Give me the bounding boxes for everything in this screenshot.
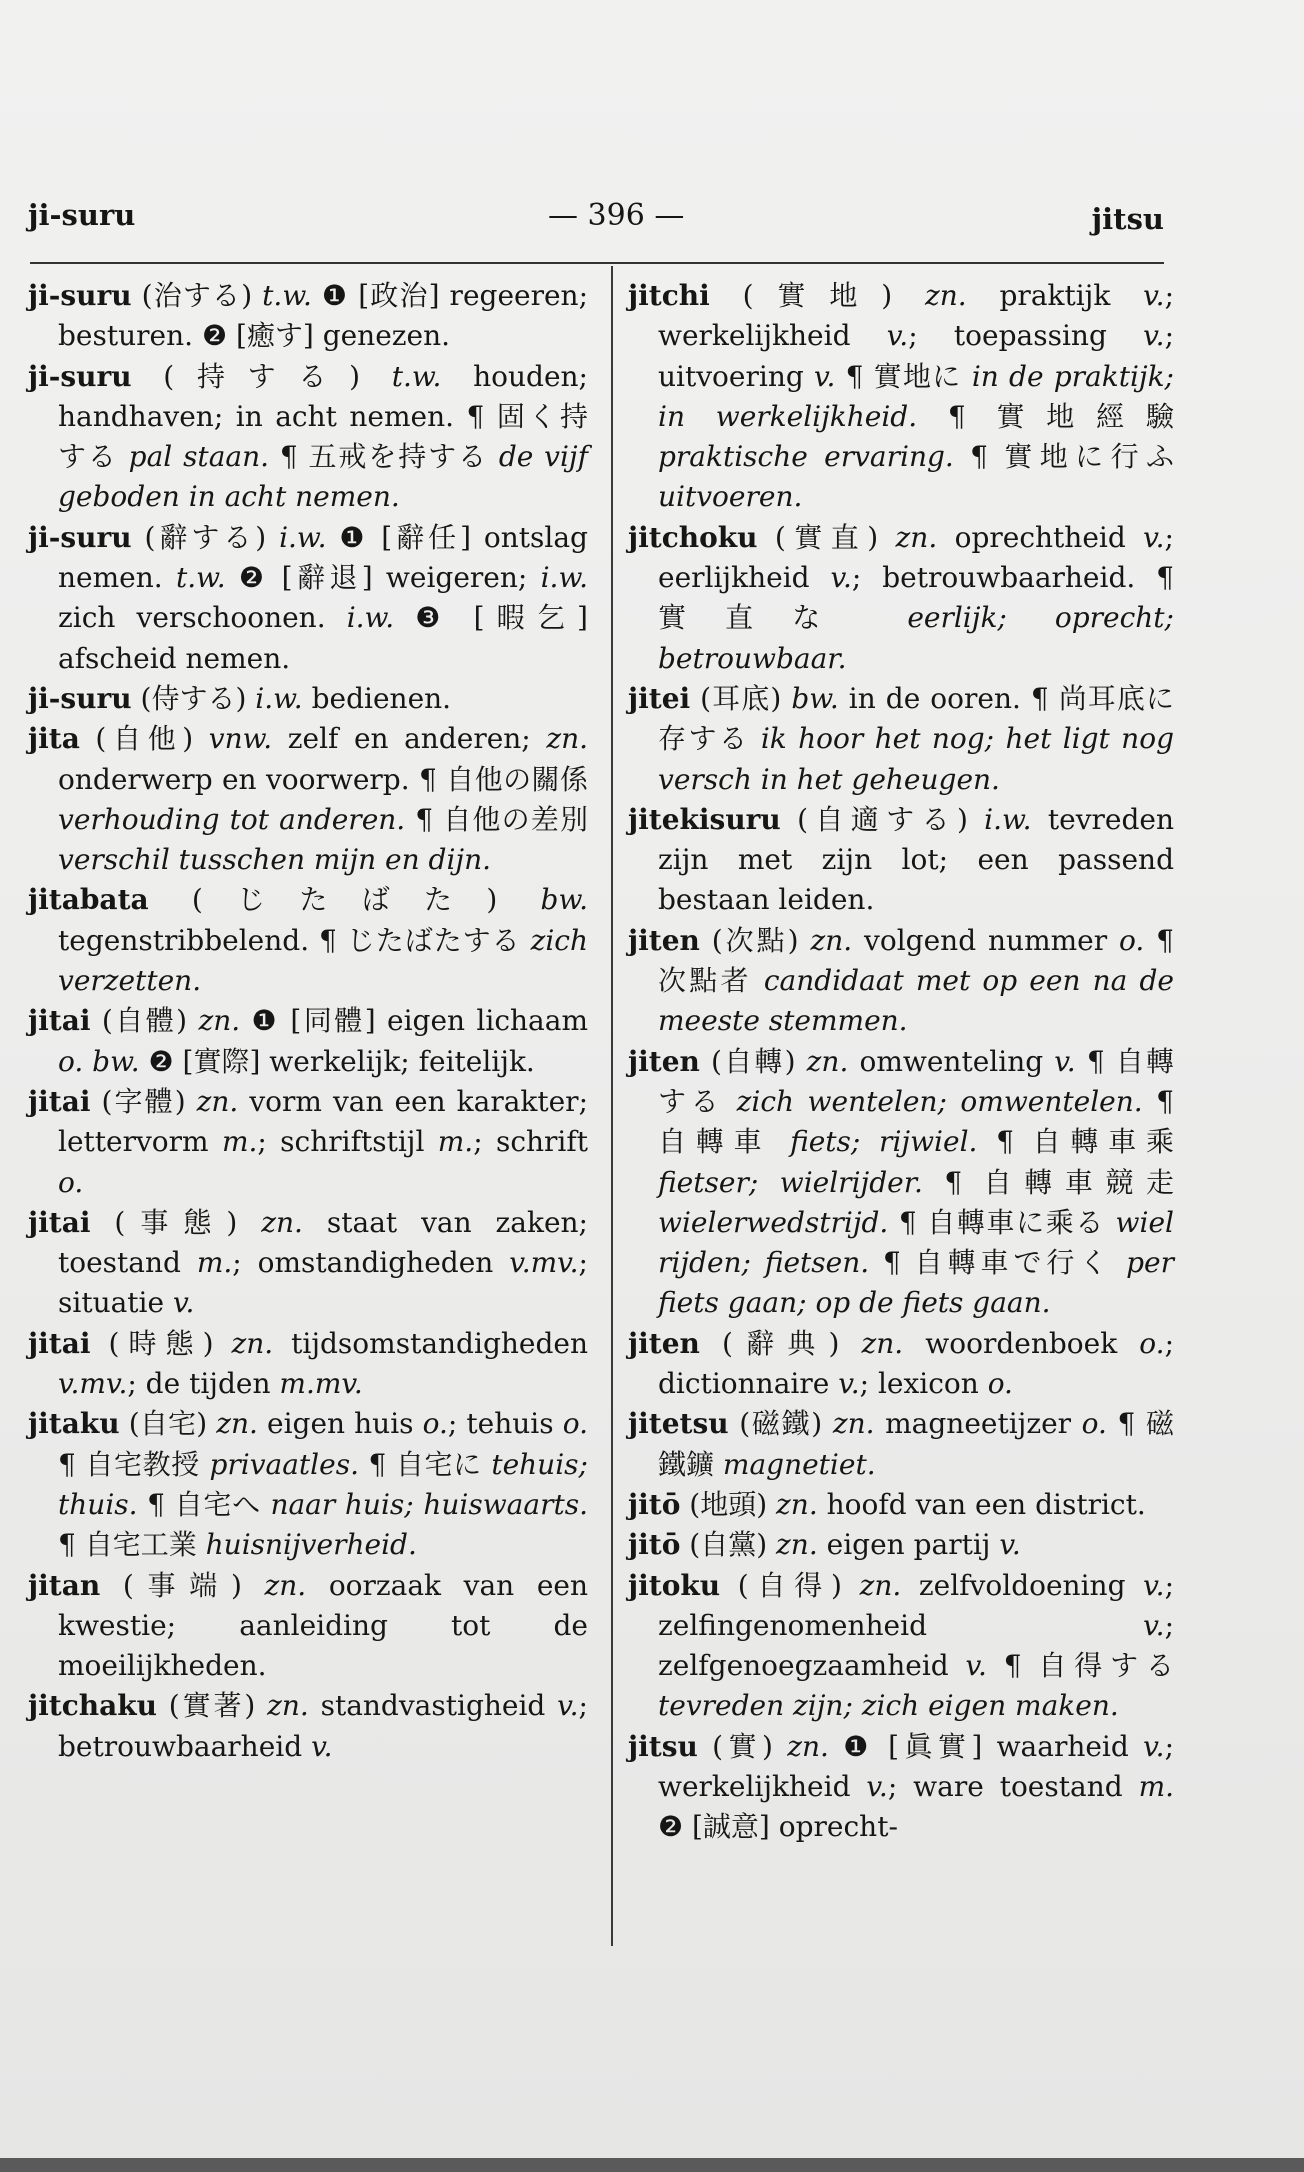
- italic-text: tehuis; thuis.: [58, 1447, 588, 1521]
- entry-text: ; schrift: [473, 1125, 589, 1159]
- italic-text: o.: [562, 1407, 588, 1441]
- entry-text: (自體): [90, 1004, 199, 1038]
- headword: jitei: [628, 681, 691, 715]
- italic-text: m.: [1138, 1769, 1175, 1803]
- entry-text: ¶ 實地經驗: [917, 399, 1174, 433]
- headword: jiten: [628, 1044, 700, 1078]
- entry-text: volgend nummer: [852, 923, 1120, 957]
- headword: jiten: [628, 1326, 700, 1360]
- entry-text: ; dictionnaire: [658, 1326, 1174, 1401]
- scan-edge: [0, 2158, 1304, 2172]
- headword: jitchoku: [628, 520, 758, 554]
- entry-text: (辭典): [699, 1326, 862, 1360]
- italic-text: v.: [311, 1729, 333, 1763]
- italic-text: zn.: [895, 520, 938, 554]
- italic-text: o.: [1139, 1326, 1165, 1360]
- entry-text: (自黨): [680, 1528, 777, 1562]
- entry-text: ❶ [眞實] waarheid: [828, 1729, 1144, 1763]
- entry-text: ¶ 自宅工業: [58, 1528, 206, 1562]
- entry-text: ; betrouwbaarheid. ¶ 實直な: [658, 561, 1174, 635]
- italic-text: o.: [58, 1165, 84, 1199]
- dictionary-entry: [628, 1042, 1174, 1324]
- italic-text: zn.: [198, 1004, 241, 1038]
- headword: jitō: [628, 1528, 681, 1562]
- italic-text: zn.: [231, 1326, 274, 1360]
- entry-text: ; omstandigheden: [232, 1246, 510, 1280]
- entry-text: ; tehuis: [447, 1407, 563, 1441]
- dictionary-entry: [28, 276, 588, 357]
- italic-text: zn.: [267, 1689, 309, 1723]
- entry-text: ; betrouwbaarheid: [58, 1689, 588, 1763]
- italic-text: zn.: [216, 1407, 258, 1441]
- italic-text: fiets; rijwiel.: [790, 1125, 978, 1159]
- italic-text: zn.: [806, 1044, 849, 1078]
- headword: jitai: [28, 1326, 91, 1360]
- italic-text: v.: [1143, 319, 1165, 353]
- italic-text: v.: [866, 1769, 888, 1803]
- italic-text: wiel rijden; fietsen.: [658, 1205, 1174, 1280]
- dictionary-entry: [28, 719, 588, 880]
- entry-text: (事態): [90, 1205, 262, 1239]
- headword: jitchi: [628, 279, 710, 312]
- entry-text: (磁鐵): [728, 1407, 833, 1441]
- italic-text: zn.: [810, 923, 853, 957]
- entry-text: ❶ [辭任] ontslag nemen.: [58, 520, 588, 595]
- italic-text: v.: [1143, 1729, 1165, 1763]
- italic-text: zn.: [546, 722, 588, 756]
- entry-text: (自他): [79, 722, 209, 756]
- header-rule: [30, 262, 1164, 264]
- italic-text: i.w.: [255, 681, 303, 715]
- italic-text: v.: [557, 1689, 579, 1723]
- italic-text: zn.: [776, 1487, 818, 1521]
- italic-text: v.: [1143, 1608, 1165, 1642]
- italic-text: per fiets gaan; op de fiets gaan.: [658, 1246, 1174, 1320]
- entry-text: ; schriftstijl: [257, 1125, 438, 1159]
- entry-text: omwenteling: [848, 1044, 1055, 1078]
- headword: jitabata: [28, 883, 149, 917]
- entry-text: ; werkelijkheid: [658, 1729, 1174, 1803]
- entry-text: (じたばた): [148, 883, 541, 917]
- entry-text: (實直): [757, 520, 896, 554]
- italic-text: candidaat met op een na de meeste stemmen.: [658, 964, 1174, 1038]
- entry-text: ; uitvoering: [658, 319, 1174, 393]
- entry-text: (自轉): [699, 1044, 807, 1078]
- headword: jitan: [28, 1568, 101, 1602]
- italic-text: v.: [1143, 279, 1165, 312]
- entry-text: (實著): [157, 1689, 268, 1723]
- italic-text: uitvoeren.: [658, 480, 803, 514]
- italic-text: verschil tusschen mijn en dijn.: [58, 843, 492, 877]
- headword: ji-suru: [28, 279, 132, 312]
- entry-text: eigen partij: [817, 1528, 1000, 1562]
- headword: jitsu: [628, 1729, 698, 1763]
- entry-text: ; toepassing: [908, 319, 1144, 353]
- italic-text: zn.: [925, 279, 967, 312]
- entry-text: ; eerlijkheid: [658, 520, 1174, 595]
- italic-text: in de praktijk; in werkelijkheid.: [658, 359, 1174, 433]
- entry-text: houden; handhaven; in acht nemen. ¶ 固く持する: [58, 359, 588, 474]
- entry-text: zelfvoldoening: [901, 1568, 1144, 1602]
- entry-text: (持する): [131, 359, 392, 393]
- entry-text: (侍する): [131, 681, 256, 715]
- entry-text: ❷ [誠意] oprecht-: [658, 1810, 898, 1844]
- italic-text: ik hoor het nog; het ligt nog versch in het geheugen.: [658, 722, 1174, 796]
- entry-text: ¶ 自宅教授: [58, 1447, 210, 1481]
- italic-text: zn.: [787, 1729, 829, 1763]
- dictionary-entry: [628, 679, 1174, 800]
- entry-text: ❸ [暇乞] afscheid nemen.: [58, 601, 588, 675]
- entry-text: (實): [697, 1729, 788, 1763]
- dictionary-entry: [28, 1203, 588, 1324]
- dictionary-entry: [28, 1566, 588, 1687]
- entry-text: ❷ [實際] werkelijk; feitelijk.: [139, 1044, 535, 1078]
- dictionary-entry: [628, 1525, 1174, 1565]
- headword: jitai: [28, 1004, 91, 1038]
- italic-text: fietser; wielrijder.: [658, 1165, 923, 1199]
- headword: jiten: [628, 923, 700, 957]
- entry-text: bedienen.: [302, 681, 452, 715]
- italic-text: v.: [830, 561, 852, 595]
- italic-text: v.mv.: [509, 1246, 579, 1280]
- entry-text: ¶ 自宅へ: [137, 1487, 271, 1521]
- column-divider: [611, 266, 613, 1946]
- entry-text: ¶ 磁鐵鑛: [658, 1407, 1174, 1481]
- entry-text: magneetijzer: [874, 1407, 1082, 1441]
- headword: jitō: [628, 1487, 681, 1521]
- italic-text: v.: [1054, 1044, 1076, 1078]
- italic-text: v.: [1143, 1568, 1165, 1602]
- dictionary-entry: [628, 518, 1174, 679]
- dictionary-entry: [28, 1324, 588, 1405]
- italic-text: v.: [886, 319, 909, 353]
- entry-text: ¶ 自轉する: [658, 1044, 1175, 1118]
- dictionary-entry: [28, 1082, 588, 1203]
- italic-text: v.: [1143, 520, 1165, 554]
- entry-text: tevreden zijn met zijn lot; een passend bestaan leiden.: [658, 802, 1174, 917]
- italic-text: vnw.: [208, 722, 273, 756]
- italic-text: o.: [1081, 1407, 1107, 1441]
- entry-text: (辭する): [131, 520, 280, 554]
- headword: jita: [28, 722, 80, 756]
- italic-text: m.mv.: [279, 1367, 363, 1401]
- entry-text: ¶ 自轉車競走: [922, 1165, 1174, 1199]
- italic-text: zn.: [261, 1205, 303, 1239]
- italic-text: bw.: [791, 681, 839, 715]
- header-right-guideword: jitsu: [1091, 202, 1164, 236]
- italic-text: i.w.: [279, 520, 327, 554]
- page-header: [28, 198, 1164, 238]
- headword: jitekisuru: [628, 802, 781, 836]
- italic-text: huisnijverheid.: [205, 1528, 417, 1562]
- entry-text: ¶ 自得する: [986, 1649, 1175, 1683]
- entry-text: ¶ 實地に: [835, 359, 972, 393]
- italic-text: de vijf geboden in acht nemen.: [58, 440, 588, 514]
- dictionary-entry: [628, 1485, 1174, 1525]
- dictionary-entry: [628, 921, 1174, 1042]
- entry-text: (實地): [709, 279, 925, 312]
- italic-text: i.w.: [540, 561, 588, 595]
- italic-text: tevreden zijn; zich eigen maken.: [658, 1689, 1119, 1723]
- italic-text: o.: [422, 1407, 448, 1441]
- italic-text: zn.: [264, 1568, 307, 1602]
- entry-text: praktijk: [966, 279, 1144, 312]
- italic-text: o. bw.: [58, 1044, 140, 1078]
- italic-text: magnetiet.: [722, 1447, 876, 1481]
- headword: jitoku: [628, 1568, 721, 1602]
- italic-text: i.w.: [346, 601, 395, 635]
- entry-text: in de ooren. ¶ 尚耳底に存する: [658, 681, 1174, 756]
- entry-text: ; werkelijkheid: [658, 279, 1174, 353]
- italic-text: naar huis; huiswaarts.: [270, 1487, 588, 1521]
- italic-text: t.w.: [391, 359, 442, 393]
- italic-text: zn.: [832, 1407, 875, 1441]
- entry-text: eigen huis: [257, 1407, 423, 1441]
- headword: jitai: [28, 1205, 91, 1239]
- dictionary-entry: [28, 880, 588, 1001]
- dictionary-entry: [628, 800, 1174, 921]
- dictionary-entry: [628, 276, 1174, 518]
- dictionary-entry: [28, 518, 588, 679]
- entry-text: oorzaak van een kwestie; aanleiding tot de moeilijkheden.: [58, 1568, 588, 1683]
- italic-text: zn.: [776, 1528, 818, 1562]
- italic-text: eerlijk; oprecht; betrouwbaar.: [658, 601, 1174, 675]
- italic-text: pal staan.: [128, 440, 270, 474]
- dictionary-entry: [28, 357, 588, 518]
- headword: jitaku: [28, 1407, 120, 1441]
- entry-text: ; zelfgenoegzaamheid: [658, 1608, 1174, 1683]
- italic-text: m.: [221, 1125, 258, 1159]
- entry-text: ; ware toestand: [887, 1769, 1139, 1803]
- entry-text: (治する): [131, 279, 263, 312]
- italic-text: t.w.: [175, 561, 226, 595]
- italic-text: i.w.: [984, 802, 1032, 836]
- dictionary-entry: [628, 1404, 1174, 1485]
- entry-text: ¶ 五戒を持する: [269, 440, 499, 474]
- entry-text: ; de tijden: [127, 1367, 280, 1401]
- entry-text: staat van zaken; toestand: [58, 1205, 588, 1280]
- dictionary-entry: [628, 1727, 1174, 1848]
- entry-text: oprechtheid: [937, 520, 1144, 554]
- entry-text: (自宅): [119, 1407, 217, 1441]
- italic-text: v.: [965, 1649, 987, 1683]
- italic-text: zn.: [196, 1084, 239, 1118]
- entry-text: hoofd van een district.: [817, 1487, 1146, 1521]
- italic-text: zich wentelen; omwentelen.: [736, 1084, 1143, 1118]
- italic-text: o.: [987, 1367, 1013, 1401]
- entry-text: (自得): [720, 1568, 860, 1602]
- right-column: [628, 276, 1174, 1848]
- entry-text: woordenboek: [903, 1326, 1140, 1360]
- dictionary-entry: [28, 1001, 588, 1082]
- headword: ji-suru: [28, 681, 132, 715]
- entry-text: tijdsomstandigheden: [273, 1326, 588, 1360]
- page-number: — 396 —: [548, 198, 685, 233]
- italic-text: v.mv.: [58, 1367, 128, 1401]
- dictionary-entry: [28, 1404, 588, 1565]
- italic-text: o.: [1119, 923, 1145, 957]
- italic-text: verhouding tot anderen.: [58, 802, 406, 836]
- entry-text: ❷ [辭退] weigeren;: [225, 561, 541, 595]
- entry-text: ; lexicon: [859, 1367, 988, 1401]
- entry-text: ¶ 次點者: [658, 923, 1174, 998]
- entry-text: ¶ 自轉車で行く: [869, 1246, 1127, 1280]
- entry-text: ❶ [同體] eigen lichaam: [240, 1004, 588, 1038]
- italic-text: v.: [814, 359, 836, 393]
- italic-text: m.: [196, 1246, 233, 1280]
- entry-text: ❶ [政治] regeeren; besturen. ❷ [癒す] genezen.: [58, 279, 589, 353]
- italic-text: bw.: [540, 883, 588, 917]
- entry-text: (次點): [699, 923, 811, 957]
- entry-text: (地頭): [680, 1487, 777, 1521]
- italic-text: v.: [838, 1367, 860, 1401]
- dictionary-entry: [628, 1566, 1174, 1727]
- entry-text: ¶ 自轉車: [658, 1084, 1175, 1159]
- dictionary-entry: [628, 1324, 1174, 1405]
- italic-text: v.: [999, 1528, 1021, 1562]
- dictionary-entry: [28, 679, 588, 719]
- italic-text: t.w.: [262, 279, 312, 312]
- entry-text: zelf en anderen;: [272, 722, 547, 756]
- dictionary-entry: [28, 1686, 588, 1767]
- italic-text: zn.: [859, 1568, 902, 1602]
- headword: jitai: [28, 1084, 91, 1118]
- headword: ji-suru: [28, 520, 132, 554]
- entry-text: ¶ 自轉車に乘る: [888, 1205, 1116, 1239]
- entry-text: ¶ 自他の差別: [405, 802, 588, 836]
- entry-text: zich verschoonen.: [58, 601, 347, 635]
- italic-text: praktische ervaring.: [658, 440, 954, 474]
- entry-text: ¶ 自轉車乘: [977, 1125, 1174, 1159]
- entry-text: tegenstribbelend. ¶ じたばたする: [58, 923, 531, 957]
- entry-text: onderwerp en voorwerp. ¶ 自他の關係: [58, 762, 588, 796]
- italic-text: v.: [172, 1286, 195, 1320]
- headword: ji-suru: [28, 359, 132, 393]
- italic-text: m.: [437, 1125, 474, 1159]
- entry-text: (時態): [90, 1326, 232, 1360]
- italic-text: zich verzetten.: [58, 923, 588, 998]
- entry-text: (字體): [90, 1084, 197, 1118]
- entry-text: ¶ 自宅に: [358, 1447, 492, 1481]
- entry-text: (耳底): [690, 681, 792, 715]
- headword: jitchaku: [28, 1689, 158, 1723]
- entry-text: (自適する): [780, 802, 985, 836]
- italic-text: wielerwedstrijd.: [658, 1205, 889, 1239]
- left-column: [28, 276, 588, 1767]
- header-left-guideword: ji-suru: [28, 198, 136, 232]
- entry-text: (事端): [100, 1568, 265, 1602]
- headword: jitetsu: [628, 1407, 729, 1441]
- entry-text: ; zelfingenomenheid: [658, 1568, 1174, 1642]
- entry-text: ¶ 實地に行ふ: [953, 440, 1174, 474]
- italic-text: privaatles.: [209, 1447, 359, 1481]
- italic-text: zn.: [861, 1326, 904, 1360]
- entry-text: vorm van een karakter; lettervorm: [58, 1084, 589, 1159]
- entry-text: ; situatie: [58, 1246, 588, 1320]
- entry-text: standvastigheid: [308, 1689, 558, 1723]
